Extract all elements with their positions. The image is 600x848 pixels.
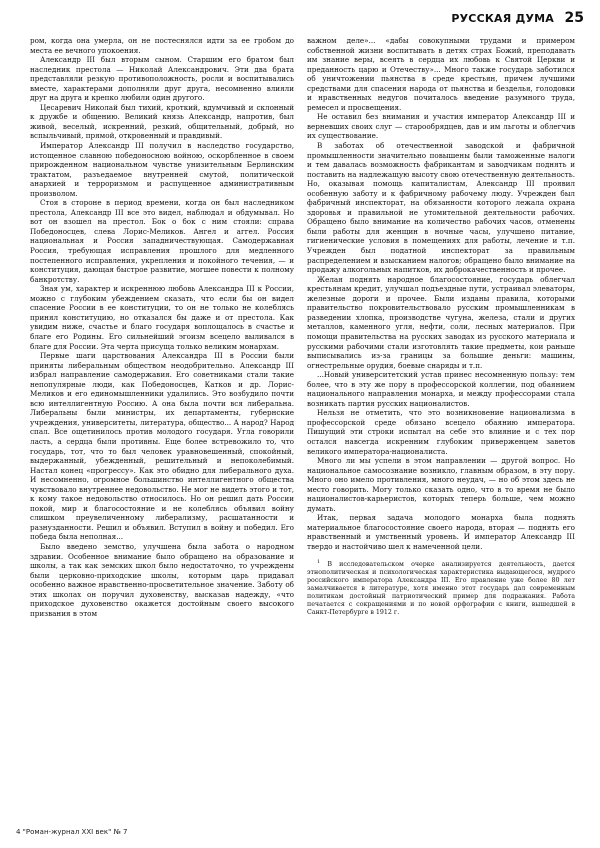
page-number: 25 bbox=[564, 10, 584, 26]
paragraph: Желая поднять народное благосостояние, государь облегчал крестьянам кредит, улучшал подъездные пути, устраивал элеваторы, железные дороги и прочее. Были изданы правила, которыми правительство покровительствовало русским промышленникам в разведении хлопка, производстве чугуна, железа, стали и других металлов, каменного угля, нефти, соли, лесных материалов. При помощи правительства на русских заводах из русского материала и русскими рабочими стали изготовлять такие предметы, кои раньше выписывались из-за границы за большие деньги: машины, огнестрельные орудия, боевые снаряды и т.п. bbox=[307, 274, 575, 370]
paragraph: ...Новый университетский устав принес несомненную пользу: тем более, что в эту же пору в профессорской коллегии, под обаянием национального направления монарха, и между профессорами стала возникать партия русских националистов. bbox=[307, 370, 575, 408]
footnote bbox=[307, 558, 575, 618]
paragraph: Нельзя не отметить, что это возникновение национализма в профессорской среде обязано всецело обаянию императора. Пишущий эти строки испытал на себе это влияние и с тех пор остался навсегда искренним глубоким приверженцем заветов великого императора-националиста. bbox=[307, 408, 575, 456]
paragraph: Не оставил без внимания и участия император Александр III и верневших своих слуг — старообрядцев, дав и им льготы и облегчив их существование. bbox=[307, 112, 575, 141]
paragraph: Первые шаги царствования Александра III в России были приняты либеральным обществом неодобрительно. Александр III избрал направление самодержавия. Его советниками стали такие непопулярные люди, как Победоносцев, Катков и др. Лорис-Меликов и его единомышленники удалились. Это возбудило почти всю интеллигентную Россию. А она была почти вся либеральна. Либеральны были министры, их департаменты, губернские учреждения, университеты, литература, общество... А народ? Народ спал. Все ощетинилось против молодого государя. Угла говорили ласть, а сердца были противны. Еще более встревожило то, что государь, тот, что то был человек уравновешенный, спокойный, выдержанный, убежденный, решительный и непоколебимый. Настал конец «прогрессу». Как это обидно для либерального духа. И несомненно, огромное большинство интеллигентного общества чувствовало внутреннее недовольство. Не мог не видеть этого и тот, к кому такое недовольство относилось. Но он решил дать России покой, мир и благосостояние и не колеблясь объявил войну слишком преувеличенному либерализму, расшатанности и разнузданности. Решил и объявил. Вступил в войну и победил. Его победа была неполная... bbox=[30, 351, 294, 542]
paragraph: важном деле»... «дабы совокупными трудами и примером собственной жизни воспитывать в детях страх Божий, преподавать им знание веры, всеять в сердца их любовь к Святой Церкви и преданность царю и Отечеству»... Много также государь заботился об уничтожении пьянства в среде крестьян, причем лучшими средствами для спасения народа от пьянства и безделья, голодовки и нравственных недугов почиталось введение разумного труда, ремесел и просвещения. bbox=[307, 36, 575, 112]
paragraph: Император Александр III получил в наследство государство, истощенное славною победоносною войною, оскорбленное в своем прирожденном национальном чувстве унизительным Берлинским трактатом, разъедаемое внутренней смутой, политической анархией и терроризмом и распущенное административным произволом. bbox=[30, 141, 294, 198]
footnote-marker: 1 bbox=[317, 558, 321, 565]
paragraph: ром, когда она умерла, он не постеснялся идти за ее гробом до места ее вечного упокоения. bbox=[30, 36, 294, 55]
page-footer: 4 "Роман-журнал XXI век" № 7 bbox=[16, 828, 128, 836]
paragraph: Итак, первая задача молодого монарха была поднять материальное благосостояние своего народа, вторая — поднять его нравственный и умственный уровень. И император Александр III твердо и настойчиво шел к намеченной цели. bbox=[307, 513, 575, 551]
paragraph: Александр III был вторым сыном. Старшим его братом был наследник престола — Николай Александрович. Эти два брата представляли резкую противоположность, росли и воспитывались вместе, характерами дополняли друг друга, несомненно влияли друг на друга и крепко любили один другого. bbox=[30, 55, 294, 103]
paragraph: Зная ум, характер и искреннюю любовь Александра III к России, можно с глубоким убеждением сказать, что если бы он видел спасение России в ее конституции, то он не только не колеблясь принял конституцию, но отказался бы даже и от престола. Как увидим ниже, счастье и благо государя воплощалось в счастье и благе его Родины. Его сильнейший эгоизм всецело выливался в благе для России. Эта черта присуща только великим монархам. bbox=[30, 284, 294, 351]
paragraph: Много ли мы успели в этом направлении — другой вопрос. Но национальное самосознание возникло, главным образом, в эту пору. Много оно имело противления, много неудач, — но об этом здесь не место говорить. Могу только сказать одно, что в то время не было националистов-карьеристов, которых теперь больше, чем можно думать. bbox=[307, 456, 575, 513]
left-column bbox=[30, 36, 294, 806]
page-header bbox=[0, 6, 584, 30]
magazine-title: РУССКАЯ ДУМА bbox=[451, 12, 554, 25]
footnote-text: В исследовательском очерке анализируется деятельность, дается этнополитическая и психологическая характеристика выдающегося, мудрого российского императора Александра III. Его правление уже более 80 лет замалчивается в литературе, хотя именно этот государь дал современным политикам достойный патриотический пример для подражания. Работа печатается с сокращениями и по новой орфографии с книги, вышедшей в Санкт-Петербурге в 1912 г. bbox=[307, 560, 575, 617]
paragraph: Цесаревич Николай был тихий, кроткий, вдумчивый и склонный к дружбе и общению. Великий князь Александр, напротив, был живой, веселый, искренний, резкий, общительный, добрый, но вспыльчивый, прямой, откровенный и правдивый. bbox=[30, 102, 294, 141]
paragraph: Было введено земство, улучшена была забота о народном здравии. Особенное внимание было обращено на образование и школы, а так как земских школ было недостаточно, то учреждены были церковно-приходские школы, которым царь придавал особенно важное нравственно-просветительное значение. Заботу об этих школах он поручил духовенству, высказав надежду, «что приходское духовенство окажется достойным своего высокого призвания в этом bbox=[30, 541, 294, 618]
paragraph: В заботах об отечественной заводской и фабричной промышленности значительно повышены были таможенные налоги и тем давалась возможность фабрикантам и заводчикам поднять и поставить на надлежащую высоту свою отечественную деятельность. Но, оказывая помощь капиталистам, Александр III проявил особенную заботу и к фабричному рабочему люду. Учрежден был фабричный инспекторат, на обязанности которого лежала охрана здоровья и правильной не утомительной деятельности рабочих. Обращено было внимание на количество рабочих часов, отменены были работы для женщин в ночные часы, улучшено питание, гигиенические условия в помещениях для работы, лечение и т.п. Учрежден был податной инспекторат за правильным распределением и взысканием налогов; обращено было внимание на продажу алкогольных напитков, их доброкачественность и прочее. bbox=[307, 141, 575, 275]
paragraph: Стоя в стороне в период времени, когда он был наследником престола, Александр III все это видел, наблюдал и обдумывал. Но вот он взошел на престол. Бок о бок с ним стояли: справа Победоносцев, слева Лорис-Меликов. Ангел и аггел. Россия национальная и Россия западничествующая. Самодержавная Россия, требующая исправления прошлого для медленного постепенного исправления, укрепления и покойного течения, — и конституция, дающая быстрое развитие, могшее повести к полному банкротству. bbox=[30, 198, 294, 284]
right-column bbox=[307, 36, 575, 806]
